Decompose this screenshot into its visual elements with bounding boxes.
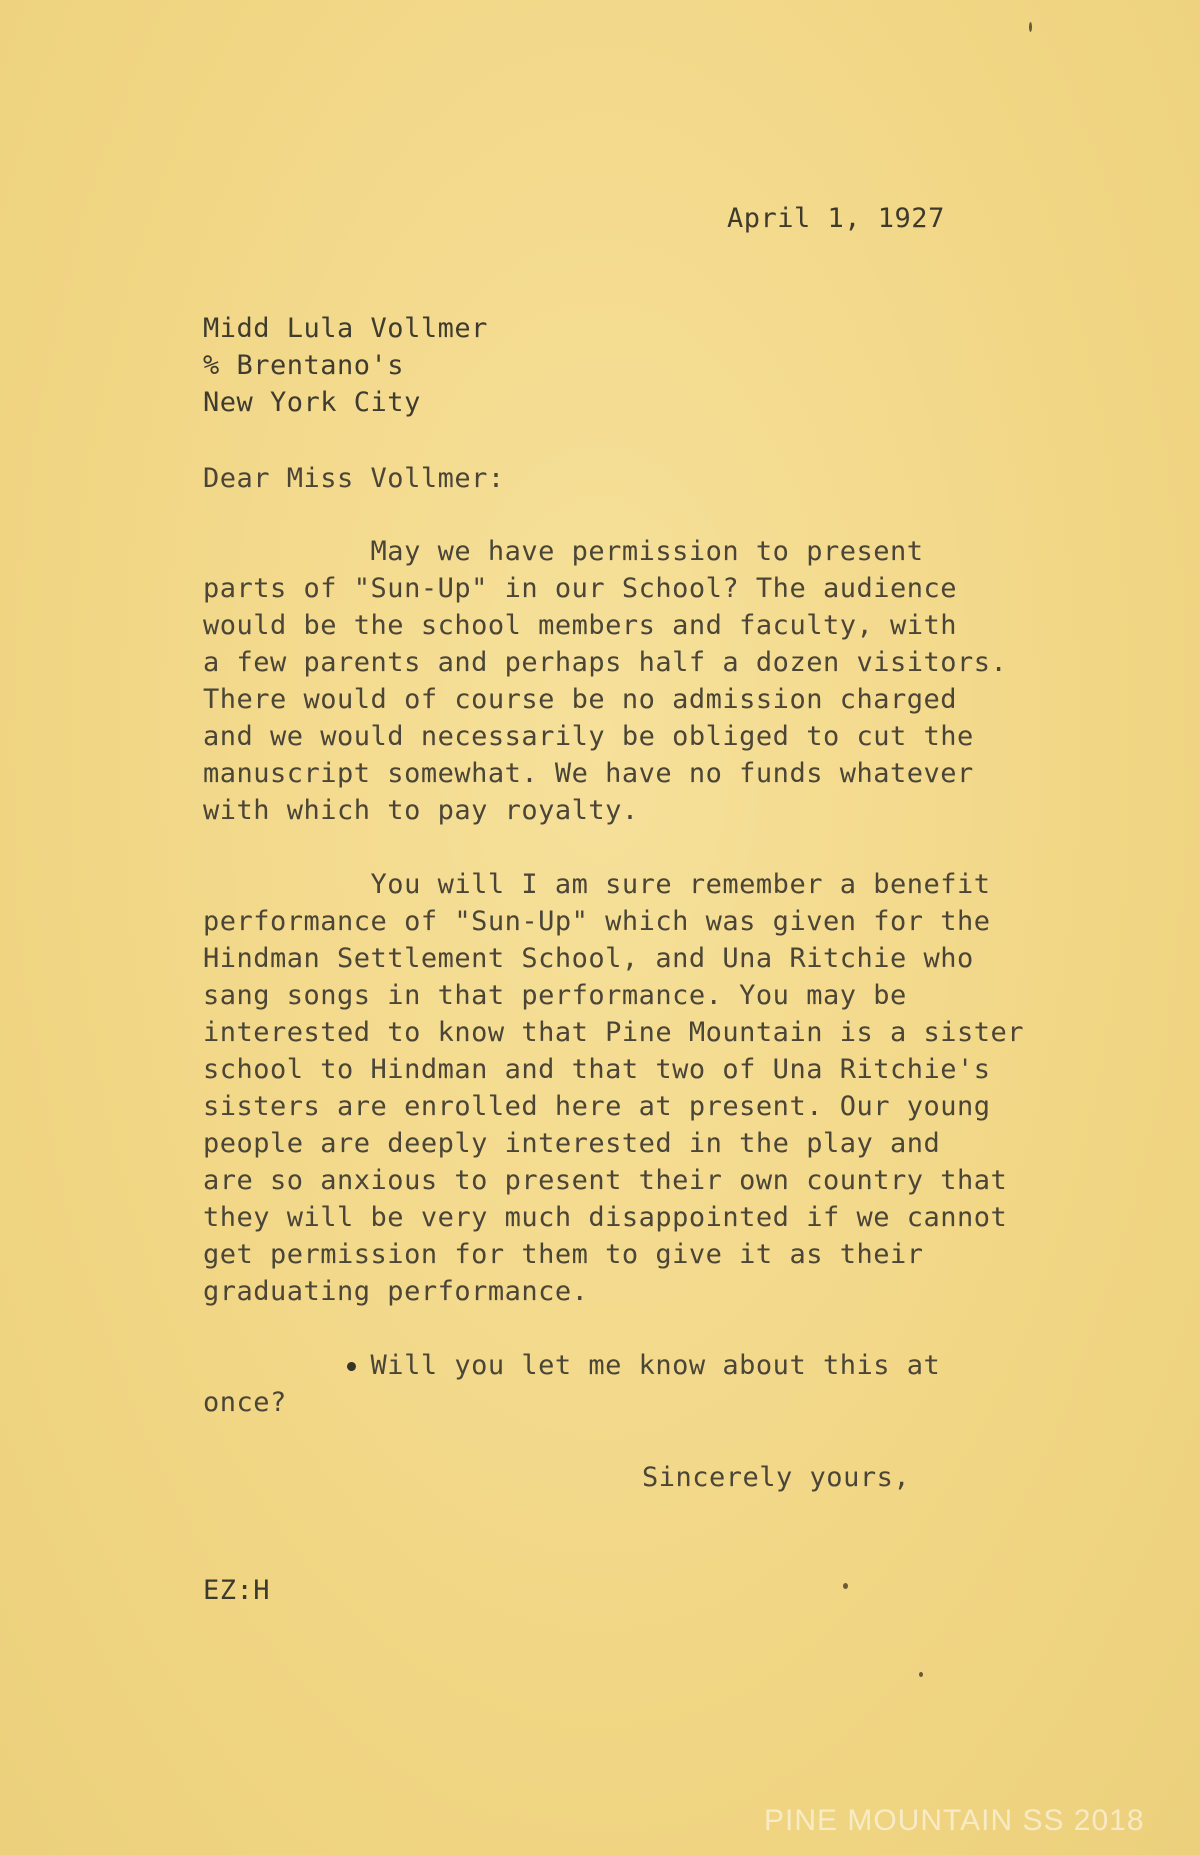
archive-watermark: PINE MOUNTAIN SS 2018 — [764, 1804, 1145, 1837]
paragraph-line: with which to pay royalty. — [203, 795, 639, 826]
paragraph-line: graduating performance. — [203, 1276, 589, 1307]
paragraph-line: sisters are enrolled here at present. Our young — [203, 1091, 991, 1122]
paragraph-line: Hindman Settlement School, and Una Ritchie who — [203, 943, 974, 974]
paper-speck — [843, 1583, 848, 1589]
paragraph-line: You will I am sure remember a benefit — [203, 869, 991, 900]
letter-date: April 1, 1927 — [727, 203, 945, 234]
paper-speck — [1029, 22, 1032, 32]
recipient-name: Midd Lula Vollmer — [203, 313, 488, 344]
paragraph-line: sang songs in that performance. You may be — [203, 980, 907, 1011]
paragraph-line: once? — [203, 1387, 287, 1418]
paragraph-line: and we would necessarily be obliged to cut the — [203, 721, 974, 752]
paragraph-line: manuscript somewhat. We have no funds whatever — [203, 758, 974, 789]
paragraph-line: May we have permission to present — [203, 536, 924, 567]
paragraph-line: get permission for them to give it as their — [203, 1239, 924, 1270]
paragraph-benefit-performance — [203, 866, 1123, 1310]
paragraph-line: performance of "Sun-Up" which was given for the — [203, 906, 991, 937]
paragraph-line: they will be very much disappointed if we cannot — [203, 1202, 1008, 1233]
typist-initials: EZ:H — [203, 1575, 271, 1606]
paragraph-line: Will you let me know about this at — [203, 1350, 941, 1381]
paragraph-line: a few parents and perhaps half a dozen visitors. — [203, 647, 1008, 678]
closing: Sincerely yours, — [642, 1462, 911, 1493]
recipient-city: New York City — [203, 387, 421, 418]
paragraph-line: people are deeply interested in the play and — [203, 1128, 941, 1159]
paragraph-line: would be the school members and faculty, with — [203, 610, 957, 641]
paragraph-request-reply — [203, 1347, 1123, 1421]
recipient-care-of: % Brentano's — [203, 350, 405, 381]
paragraph-permission — [203, 533, 1123, 829]
paragraph-line: school to Hindman and that two of Una Ritchie's — [203, 1054, 991, 1085]
paragraph-line: parts of "Sun-Up" in our School? The audience — [203, 573, 957, 604]
paragraph-line: interested to know that Pine Mountain is a sister — [203, 1017, 1025, 1048]
paper-speck — [919, 1672, 923, 1677]
paragraph-line: are so anxious to present their own country that — [203, 1165, 1008, 1196]
salutation: Dear Miss Vollmer: — [203, 463, 505, 494]
paragraph-line: There would of course be no admission charged — [203, 684, 957, 715]
